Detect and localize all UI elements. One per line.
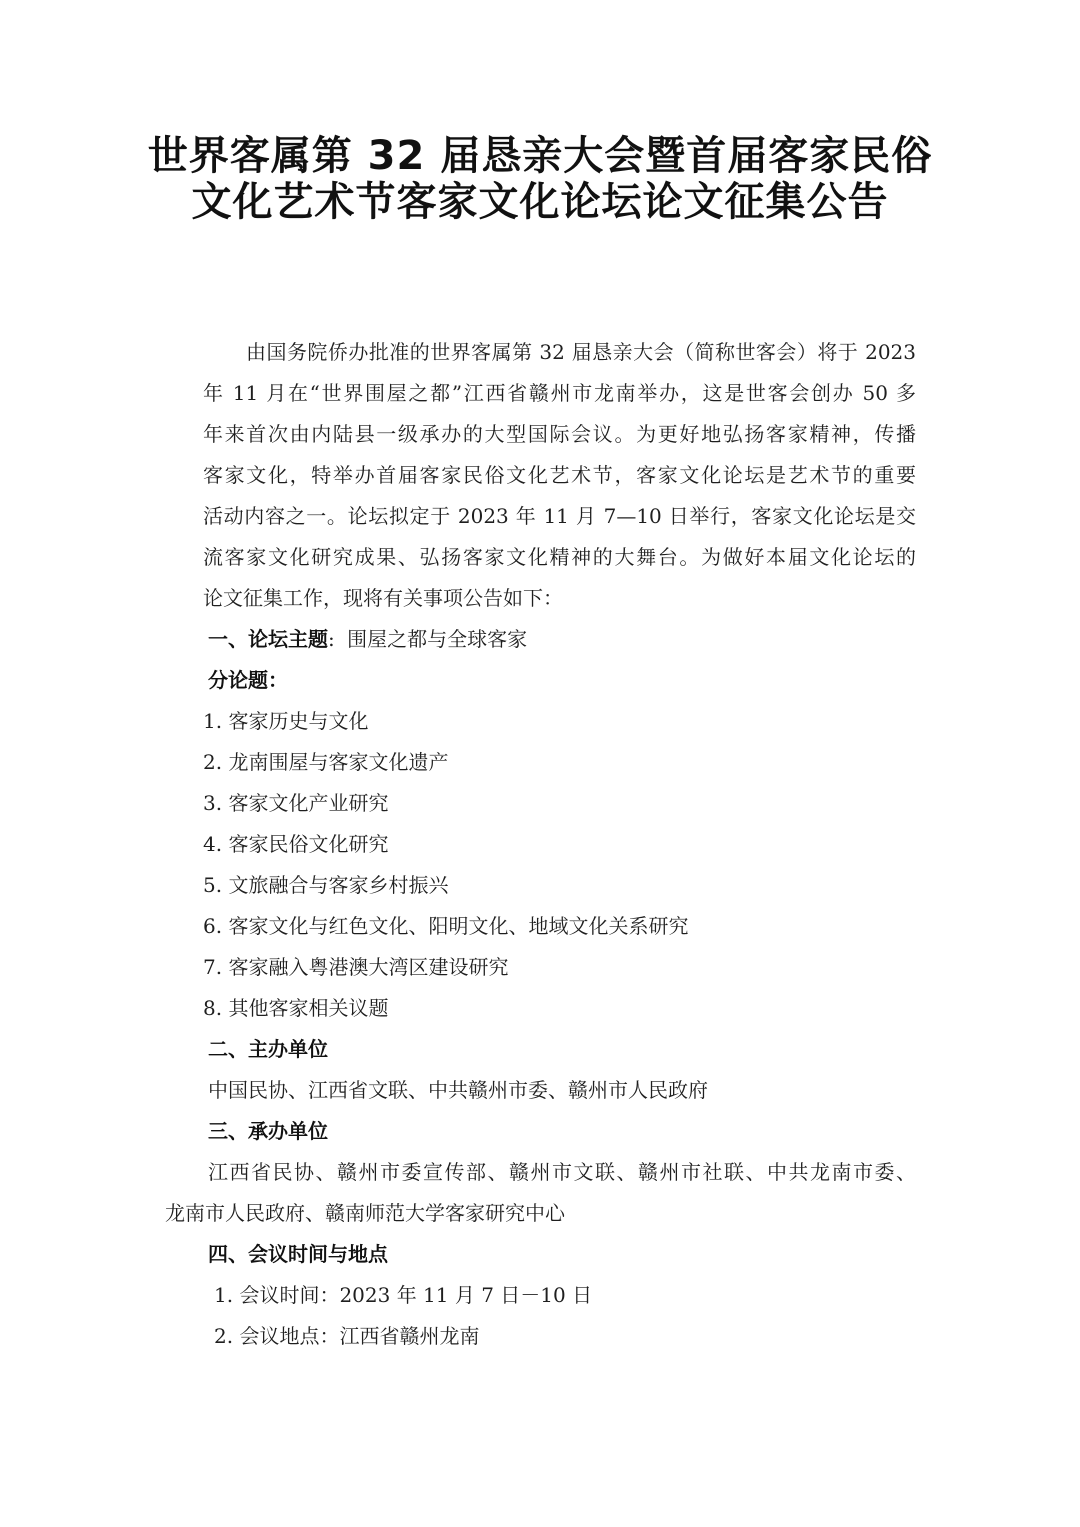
subtopic-item: 5. 文旅融合与客家乡村振兴: [203, 873, 449, 897]
section-2-heading: 二、主办单位: [208, 1037, 328, 1061]
co-organizers-line-2: 龙南市人民政府、赣南师范大学客家研究中心: [165, 1201, 565, 1225]
intro-line-7: 论文征集工作，现将有关事项公告如下：: [203, 586, 563, 610]
meeting-time: 1. 会议时间：2023 年 11 月 7 日－10 日: [214, 1283, 593, 1307]
subtopic-item: 1. 客家历史与文化: [203, 709, 369, 733]
intro-line-5: 活动内容之一。论坛拟定于 2023 年 11 月 7—10 日举行，客家文化论坛是交: [203, 504, 916, 528]
intro-line-4: 客家文化，特举办首届客家民俗文化艺术节，客家文化论坛是艺术节的重要: [203, 463, 916, 487]
intro-line-3: 年来首次由内陆县一级承办的大型国际会议。为更好地弘扬客家精神，传播: [203, 422, 916, 446]
document-title-line-1: 世界客属第 32 届恳亲大会暨首届客家民俗: [147, 133, 933, 179]
section-1-heading: 一、论坛主题: [208, 627, 328, 651]
subtopic-item: 4. 客家民俗文化研究: [203, 832, 389, 856]
section-1-separator: :: [328, 627, 335, 651]
section-3-heading: 三、承办单位: [208, 1119, 328, 1143]
organizers: 中国民协、江西省文联、中共赣州市委、赣州市人民政府: [208, 1078, 708, 1102]
section-1-heading-row: [208, 625, 527, 653]
subtopics-heading: 分论题：: [208, 668, 288, 692]
intro-line-1: 由国务院侨办批准的世界客属第 32 届恳亲大会（简称世客会）将于 2023: [246, 340, 916, 364]
subtopic-item: 7. 客家融入粤港澳大湾区建设研究: [203, 955, 509, 979]
co-organizers-line-1: 江西省民协、赣州市委宣传部、赣州市文联、赣州市社联、中共龙南市委、: [208, 1160, 916, 1184]
subtopic-item: 6. 客家文化与红色文化、阳明文化、地域文化关系研究: [203, 914, 689, 938]
intro-line-6: 流客家文化研究成果、弘扬客家文化精神的大舞台。为做好本届文化论坛的: [203, 545, 916, 569]
subtopic-item: 2. 龙南围屋与客家文化遗产: [203, 750, 449, 774]
intro-line-2: 年 11 月在“世界围屋之都”江西省赣州市龙南举办，这是世客会创办 50 多: [203, 381, 916, 405]
subtopic-item: 3. 客家文化产业研究: [203, 791, 389, 815]
section-4-heading: 四、会议时间与地点: [208, 1242, 388, 1266]
document-title-line-2: 文化艺术节客家文化论坛论文征集公告: [191, 179, 889, 225]
forum-theme: 围屋之都与全球客家: [347, 627, 528, 651]
subtopic-item: 8. 其他客家相关议题: [203, 996, 389, 1020]
meeting-place: 2. 会议地点：江西省赣州龙南: [214, 1324, 480, 1348]
